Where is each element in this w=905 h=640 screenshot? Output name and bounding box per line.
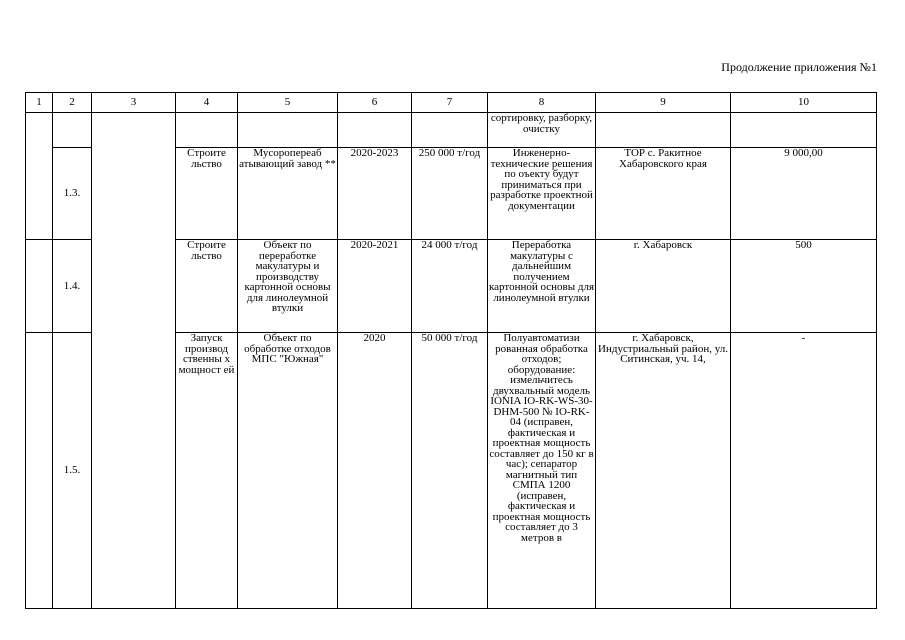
header-cell: 1 bbox=[26, 93, 53, 113]
object-name-cell: Объект по обработке отходов МПС "Южная" bbox=[238, 333, 338, 609]
object-name-cell: Мусоропереаб атывающий завод ** bbox=[238, 148, 338, 240]
header-cell: 8 bbox=[488, 93, 596, 113]
header-cell: 5 bbox=[238, 93, 338, 113]
cost-cell: - bbox=[731, 333, 877, 609]
col1-cell bbox=[26, 333, 53, 609]
work-type-cell: Строите льство bbox=[176, 148, 238, 240]
col6-cell bbox=[338, 113, 412, 148]
header-cell: 10 bbox=[731, 93, 877, 113]
col8-cell: сортировку, разборку, очистку bbox=[488, 113, 596, 148]
header-cell: 6 bbox=[338, 93, 412, 113]
capacity-cell: 24 000 т/год bbox=[412, 240, 488, 333]
header-cell: 9 bbox=[596, 93, 731, 113]
header-cell: 4 bbox=[176, 93, 238, 113]
header-cell: 3 bbox=[92, 93, 176, 113]
col1-cell bbox=[26, 240, 53, 333]
work-type-cell: Строите льство bbox=[176, 240, 238, 333]
header-cell: 2 bbox=[53, 93, 92, 113]
col9-cell bbox=[596, 113, 731, 148]
col4-cell bbox=[176, 113, 238, 148]
period-cell: 2020-2021 bbox=[338, 240, 412, 333]
table-row bbox=[26, 113, 877, 148]
location-cell: ТОР с. Ракитное Хабаровского края bbox=[596, 148, 731, 240]
appendix-table bbox=[25, 92, 877, 609]
work-type-cell: Запуск производ ственны х мощност ей bbox=[176, 333, 238, 609]
col1-cell bbox=[26, 113, 53, 240]
header-cell: 7 bbox=[412, 93, 488, 113]
continuation-caption: Продолжение приложения №1 bbox=[721, 60, 877, 74]
row-number-cell: 1.3. bbox=[53, 148, 92, 240]
row-number-cell: 1.4. bbox=[53, 240, 92, 333]
capacity-cell: 250 000 т/год bbox=[412, 148, 488, 240]
header-row bbox=[26, 93, 877, 113]
period-cell: 2020 bbox=[338, 333, 412, 609]
description-cell: Переработка макулатуры с дальнейшим получением картонной основы для линолеумной втулки bbox=[488, 240, 596, 333]
capacity-cell: 50 000 т/год bbox=[412, 333, 488, 609]
row-number-cell: 1.5. bbox=[53, 333, 92, 609]
location-cell: г. Хабаровск bbox=[596, 240, 731, 333]
col7-cell bbox=[412, 113, 488, 148]
object-name-cell: Объект по переработке макулатуры и производству картонной основы для линолеумной втулки bbox=[238, 240, 338, 333]
col5-cell bbox=[238, 113, 338, 148]
col2-cell bbox=[53, 113, 92, 148]
period-cell: 2020-2023 bbox=[338, 148, 412, 240]
description-cell: Полуавтоматизи рованная обработка отходов; оборудование: измельчитесь двухвальный модель IONIA IO-RK-WS-30-DHM-500 № IO-RK-04 (исправен, фактическая и проектная мощность составляет до 150 кг в час); сепаратор магнитный тип СМПА 1200 (исправен, фактическая и проектная мощность составляет до 3 метров в bbox=[488, 333, 596, 609]
description-cell: Инженерно-технические решения по оъекту будут приниматься при разработке проектной документации bbox=[488, 148, 596, 240]
cost-cell: 9 000,00 bbox=[731, 148, 877, 240]
location-cell: г. Хабаровск, Индустриальный район, ул. Ситинская, уч. 14, bbox=[596, 333, 731, 609]
cost-cell: 500 bbox=[731, 240, 877, 333]
col10-cell bbox=[731, 113, 877, 148]
col3-cell bbox=[92, 113, 176, 609]
